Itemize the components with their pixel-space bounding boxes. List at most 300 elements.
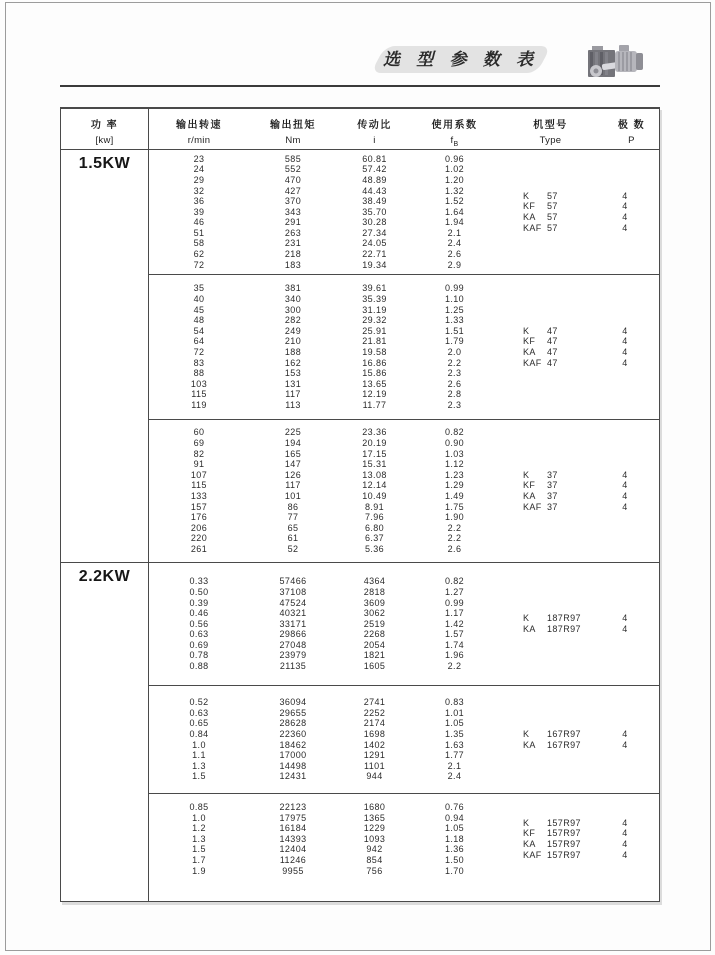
service-factor-value: 0.82 — [444, 427, 465, 438]
selection-table — [60, 107, 660, 902]
model-row — [523, 491, 657, 502]
output-torque-value: 40321 — [279, 608, 307, 619]
output-speed-value: 51 — [193, 227, 205, 238]
output-speed-value: 0.88 — [189, 661, 209, 672]
output-speed-value: 107 — [190, 469, 208, 480]
model-prefix: K — [523, 469, 530, 480]
block-rows — [149, 283, 659, 410]
output-speed-value: 115 — [191, 389, 207, 400]
output-speed-value: 72 — [193, 259, 205, 270]
output-speed-value: 32 — [193, 185, 205, 196]
output-torque-value: 585 — [284, 153, 302, 164]
block-rows — [149, 427, 659, 554]
output-speed-value: 220 — [190, 533, 208, 544]
column-header-model-type: 机型号 Type — [533, 120, 568, 146]
service-factor-value: 1.33 — [444, 315, 465, 326]
ratio-value: 10.49 — [362, 491, 387, 501]
output-speed-value: 54 — [193, 325, 205, 336]
output-torque-value: 33171 — [279, 618, 307, 629]
power-label: 1.5KW — [78, 155, 131, 172]
output-torque-value: 249 — [284, 325, 302, 336]
model-prefix: KF — [523, 336, 536, 347]
ratio-value: 756 — [366, 865, 383, 876]
output-torque-value: 126 — [284, 469, 302, 480]
service-factor-value: 1.49 — [444, 491, 465, 501]
power-label: 2.2KW — [78, 568, 131, 585]
pole-count: 4 — [622, 501, 628, 512]
model-code: 57 — [547, 201, 558, 212]
ratio-value: 31.19 — [362, 304, 387, 315]
output-speed-value: 0.39 — [189, 597, 209, 608]
header-rule — [60, 85, 660, 87]
output-torque-value: 22123 — [279, 802, 307, 812]
service-factor-value: 1.23 — [444, 469, 465, 480]
model-list — [497, 697, 657, 782]
output-speed-value: 0.56 — [189, 618, 209, 629]
model-row — [523, 818, 657, 829]
service-factor-value: 2.4 — [447, 771, 462, 782]
service-factor-value: 1.17 — [444, 608, 465, 619]
output-speed-value: 1.5 — [192, 844, 206, 855]
model-row — [523, 326, 657, 337]
model-code: 187R97 — [547, 624, 581, 634]
output-speed-value: 0.69 — [189, 639, 209, 650]
output-torque-value: 263 — [284, 227, 302, 238]
model-prefix: K — [523, 325, 530, 336]
output-speed-value: 69 — [193, 438, 205, 449]
service-factor-value: 2.2 — [447, 533, 462, 544]
block-rows — [149, 576, 659, 671]
output-speed-value: 1.1 — [192, 750, 206, 761]
ratio-value: 22.71 — [362, 249, 387, 260]
ratio-value: 854 — [366, 854, 383, 865]
pole-count: 4 — [622, 728, 628, 739]
model-row — [523, 502, 657, 513]
output-speed-value: 60 — [193, 427, 205, 438]
gear-motor-image — [586, 42, 648, 82]
output-torque-value: 427 — [284, 185, 302, 196]
output-torque-value: 23979 — [279, 650, 307, 661]
model-prefix: K — [523, 613, 530, 624]
output-speed-value: 64 — [193, 336, 205, 347]
ratio-value: 944 — [366, 771, 383, 782]
output-speed-value: 157 — [190, 501, 208, 512]
pole-count: 4 — [622, 739, 628, 750]
service-factor-value: 1.77 — [444, 750, 465, 761]
output-speed-value: 35 — [193, 283, 205, 294]
service-factor-value: 1.74 — [444, 639, 465, 650]
output-torque-value: 18462 — [279, 739, 307, 750]
column-header-output-torque: 输出扭矩 Nm — [270, 120, 316, 146]
output-torque-value: 47524 — [279, 597, 307, 608]
output-torque-value: 188 — [284, 347, 302, 357]
output-torque-value: 14393 — [279, 833, 307, 844]
output-torque-value: 27048 — [279, 639, 307, 650]
model-code: 47 — [547, 357, 558, 368]
ratio-value: 1291 — [363, 750, 386, 761]
output-torque-value: 12404 — [279, 844, 307, 855]
model-prefix: KF — [523, 480, 536, 491]
model-list — [497, 427, 657, 554]
output-torque-value: 381 — [284, 283, 302, 294]
ratio-value: 44.43 — [362, 185, 387, 196]
ratio-block — [149, 150, 659, 274]
output-torque-value: 117 — [285, 389, 301, 400]
model-code: 47 — [547, 347, 558, 357]
block-rows — [149, 697, 659, 782]
output-speed-value: 91 — [193, 459, 205, 470]
output-torque-value: 22360 — [279, 728, 307, 739]
output-speed-value: 206 — [190, 522, 208, 533]
pole-count: 4 — [622, 469, 628, 480]
model-row — [523, 613, 657, 624]
pole-count: 4 — [622, 817, 628, 828]
service-factor-value: 1.10 — [444, 294, 465, 305]
service-factor-value: 0.99 — [444, 283, 465, 294]
pole-count: 4 — [622, 347, 628, 357]
output-torque-value: 552 — [284, 164, 302, 175]
output-speed-value: 46 — [193, 217, 205, 228]
pole-count: 4 — [622, 839, 628, 850]
output-torque-value: 29866 — [279, 629, 307, 640]
output-speed-value: 0.78 — [189, 650, 209, 661]
output-speed-value: 39 — [193, 206, 205, 217]
ratio-value: 3062 — [363, 608, 386, 619]
ratio-value: 17.15 — [362, 448, 387, 459]
model-list — [497, 283, 657, 410]
group-content — [149, 563, 659, 901]
service-factor-value: 0.90 — [444, 438, 465, 449]
model-prefix: KA — [523, 839, 536, 850]
output-speed-value: 1.5 — [192, 771, 206, 782]
ratio-value: 30.28 — [362, 217, 387, 228]
service-factor-value: 1.02 — [444, 164, 465, 175]
output-torque-value: 61 — [287, 533, 299, 544]
output-torque-value: 117 — [285, 480, 301, 491]
output-speed-value: 82 — [193, 448, 205, 459]
ratio-value: 19.34 — [362, 259, 387, 270]
ratio-value: 2268 — [363, 629, 386, 640]
model-row — [523, 191, 657, 202]
model-prefix: K — [523, 817, 530, 828]
output-torque-value: 86 — [287, 501, 299, 512]
service-factor-value: 0.76 — [444, 802, 465, 812]
ratio-value: 35.39 — [362, 294, 387, 305]
output-speed-value: 0.63 — [189, 707, 209, 718]
output-speed-value: 40 — [193, 294, 205, 305]
ratio-value: 29.32 — [362, 315, 387, 326]
output-speed-value: 48 — [193, 315, 205, 326]
output-torque-value: 282 — [284, 315, 302, 326]
service-factor-value: 1.75 — [444, 501, 465, 512]
ratio-value: 35.70 — [362, 206, 387, 217]
page-title: 选 型 参 数 表 — [383, 50, 539, 69]
output-torque-value: 218 — [284, 249, 302, 260]
output-torque-value: 16184 — [279, 823, 307, 834]
output-speed-value: 88 — [193, 368, 205, 379]
output-torque-value: 291 — [284, 217, 302, 228]
ratio-value: 23.36 — [362, 427, 387, 438]
output-speed-value: 45 — [193, 304, 205, 315]
ratio-block — [149, 563, 659, 685]
pole-count: 4 — [622, 212, 628, 222]
ratio-value: 13.65 — [362, 378, 387, 389]
service-factor-value: 2.0 — [447, 347, 462, 357]
service-factor-value: 2.9 — [447, 259, 462, 270]
output-torque-value: 29655 — [279, 707, 307, 718]
service-factor-value: 1.52 — [444, 196, 465, 207]
ratio-value: 3609 — [363, 597, 386, 608]
ratio-value: 7.96 — [364, 512, 385, 523]
output-torque-value: 101 — [284, 491, 302, 501]
output-speed-value: 0.52 — [189, 697, 209, 708]
service-factor-value: 1.18 — [444, 833, 465, 844]
ratio-value: 1821 — [363, 650, 386, 661]
model-prefix: KAF — [523, 501, 542, 512]
model-prefix: KA — [523, 347, 536, 357]
ratio-block — [149, 274, 659, 419]
table-body — [61, 150, 659, 901]
service-factor-value: 0.94 — [444, 812, 465, 823]
model-prefix: KA — [523, 739, 536, 750]
pole-count: 4 — [622, 201, 628, 212]
output-speed-value: 103 — [190, 378, 208, 389]
model-code: 57 — [547, 212, 558, 222]
model-row — [523, 212, 657, 223]
output-speed-value: 0.65 — [189, 718, 209, 729]
output-torque-value: 225 — [284, 427, 302, 438]
output-torque-value: 57466 — [279, 576, 307, 587]
pole-count: 4 — [622, 357, 628, 368]
service-factor-value: 2.6 — [447, 543, 462, 554]
ratio-value: 1605 — [363, 661, 386, 672]
output-torque-value: 37108 — [279, 586, 307, 597]
model-code: 37 — [547, 501, 558, 512]
ratio-value: 25.91 — [362, 325, 387, 336]
ratio-value: 38.49 — [362, 196, 387, 207]
ratio-value: 1229 — [363, 823, 386, 834]
output-speed-value: 176 — [190, 512, 208, 523]
service-factor-value: 1.70 — [444, 865, 465, 876]
model-row — [523, 828, 657, 839]
output-torque-value: 9955 — [282, 865, 304, 876]
service-factor-value: 2.2 — [447, 661, 462, 672]
service-factor-value: 0.83 — [444, 697, 465, 708]
model-row — [523, 729, 657, 740]
model-code: 37 — [547, 469, 558, 480]
service-factor-value: 1.50 — [444, 854, 465, 865]
output-speed-value: 23 — [193, 153, 205, 164]
model-row — [523, 336, 657, 347]
column-header-ratio: 传动比 i — [357, 120, 392, 146]
block-rows — [149, 154, 659, 271]
service-factor-value: 0.82 — [444, 576, 465, 587]
ratio-value: 60.81 — [362, 153, 387, 164]
service-factor-value: 1.29 — [444, 480, 465, 491]
ratio-value: 20.19 — [362, 438, 387, 449]
table-header-row — [61, 109, 659, 150]
output-torque-value: 470 — [284, 174, 302, 185]
service-factor-value: 1.57 — [444, 629, 465, 640]
service-factor-value: 1.27 — [444, 586, 465, 597]
output-speed-value: 83 — [193, 357, 205, 368]
model-list — [497, 154, 657, 271]
output-torque-value: 21135 — [279, 661, 307, 672]
pole-count: 4 — [622, 190, 628, 201]
model-prefix: KAF — [523, 222, 542, 233]
service-factor-value: 1.35 — [444, 728, 465, 739]
output-speed-value: 62 — [193, 249, 205, 260]
output-torque-value: 343 — [284, 206, 302, 217]
service-factor-value: 1.32 — [444, 185, 465, 196]
service-factor-value: 1.51 — [444, 325, 465, 336]
output-torque-value: 153 — [284, 368, 302, 379]
column-header-service-factor: 使用系数 $f_B$ — [431, 120, 478, 148]
ratio-value: 2054 — [363, 639, 386, 650]
power-group — [61, 562, 659, 901]
service-factor-value: 1.94 — [444, 217, 465, 228]
model-row — [523, 480, 657, 491]
output-speed-value: 0.33 — [189, 576, 209, 587]
power-group — [61, 150, 659, 562]
output-speed-value: 1.0 — [192, 812, 206, 823]
ratio-value: 6.80 — [364, 522, 385, 533]
ratio-value: 8.91 — [364, 501, 385, 512]
ratio-block — [149, 685, 659, 793]
service-factor-value: 1.63 — [444, 739, 465, 750]
ratio-value: 2741 — [363, 697, 386, 708]
model-row — [523, 223, 657, 234]
ratio-block — [149, 419, 659, 562]
ratio-value: 19.58 — [362, 347, 387, 357]
ratio-value: 11.77 — [362, 399, 387, 410]
pole-count: 4 — [622, 480, 628, 491]
service-factor-value: 1.01 — [444, 707, 465, 718]
ratio-value: 2252 — [363, 707, 386, 718]
output-torque-value: 77 — [287, 512, 299, 523]
output-torque-value: 14498 — [279, 760, 307, 771]
ratio-value: 2519 — [363, 618, 386, 629]
ratio-value: 57.42 — [362, 164, 387, 175]
output-torque-value: 340 — [284, 294, 302, 305]
service-factor-value: 1.20 — [444, 174, 465, 185]
gear-motor-icon — [586, 42, 648, 82]
output-torque-value: 17000 — [279, 750, 307, 761]
output-torque-value: 370 — [284, 196, 302, 207]
model-code: 37 — [547, 491, 558, 501]
model-prefix: KA — [523, 491, 536, 501]
output-torque-value: 11246 — [279, 854, 307, 865]
model-code: 167R97 — [547, 728, 581, 739]
output-speed-value: 1.0 — [192, 739, 206, 750]
output-speed-value: 1.3 — [192, 833, 206, 844]
service-factor-value: 1.96 — [444, 650, 465, 661]
ratio-value: 39.61 — [362, 283, 387, 294]
model-row — [523, 839, 657, 850]
service-factor-value: 2.3 — [447, 368, 462, 379]
ratio-value: 6.37 — [364, 533, 385, 544]
ratio-value: 15.31 — [362, 459, 387, 470]
output-speed-value: 58 — [193, 238, 205, 249]
service-factor-value: 2.6 — [447, 378, 462, 389]
ratio-value: 1698 — [363, 728, 386, 739]
model-prefix: KF — [523, 828, 536, 839]
group-content — [149, 150, 659, 562]
model-code: 157R97 — [547, 849, 581, 860]
model-code: 167R97 — [547, 739, 581, 750]
model-prefix: KAF — [523, 357, 542, 368]
model-row — [523, 850, 657, 861]
ratio-value: 2818 — [363, 586, 386, 597]
service-factor-value: 0.99 — [444, 597, 465, 608]
service-factor-value: 2.3 — [447, 399, 462, 410]
output-speed-value: 1.7 — [192, 854, 206, 865]
service-factor-value: 2.4 — [447, 238, 462, 249]
service-factor-value: 2.6 — [447, 249, 462, 260]
output-torque-value: 131 — [284, 378, 302, 389]
output-speed-value: 29 — [193, 174, 205, 185]
output-speed-value: 1.9 — [192, 865, 206, 876]
model-code: 57 — [547, 222, 558, 233]
service-factor-value: 1.05 — [444, 823, 465, 834]
model-row — [523, 201, 657, 212]
ratio-value: 2174 — [363, 718, 386, 729]
service-factor-value: 1.42 — [444, 618, 465, 629]
column-header-power: 功 率 [kw] — [61, 109, 149, 149]
output-torque-value: 194 — [284, 438, 302, 449]
service-factor-value: 2.1 — [447, 227, 462, 238]
model-row — [523, 347, 657, 358]
model-prefix: K — [523, 190, 530, 201]
output-torque-value: 183 — [284, 259, 302, 270]
service-factor-value: 0.96 — [444, 153, 465, 164]
power-cell — [61, 563, 149, 901]
ratio-value: 27.34 — [362, 227, 387, 238]
block-rows — [149, 802, 659, 876]
pole-count: 4 — [622, 325, 628, 336]
ratio-value: 21.81 — [362, 336, 387, 347]
output-torque-value: 17975 — [279, 812, 307, 823]
pole-count: 4 — [622, 624, 628, 634]
ratio-value: 1093 — [363, 833, 386, 844]
output-torque-value: 12431 — [279, 771, 307, 782]
column-header-output-speed: 输出转速 r/min — [176, 120, 222, 146]
column-header-poles: 极 数 P — [617, 120, 646, 146]
model-code: 187R97 — [547, 613, 581, 624]
ratio-value: 12.14 — [362, 480, 387, 491]
output-torque-value: 147 — [284, 459, 302, 470]
ratio-value: 1402 — [363, 739, 386, 750]
output-speed-value: 0.85 — [189, 802, 209, 812]
pole-count: 4 — [622, 222, 628, 233]
model-code: 157R97 — [547, 839, 581, 850]
ratio-value: 4364 — [363, 576, 386, 587]
model-row — [523, 740, 657, 751]
model-code: 57 — [547, 190, 558, 201]
model-row — [523, 470, 657, 481]
output-torque-value: 65 — [287, 522, 299, 533]
service-factor-value: 1.90 — [444, 512, 465, 523]
output-torque-value: 36094 — [279, 697, 307, 708]
model-code: 47 — [547, 325, 558, 336]
ratio-value: 24.05 — [362, 238, 387, 249]
output-speed-value: 0.63 — [189, 629, 209, 640]
output-speed-value: 1.3 — [192, 760, 206, 771]
service-factor-value: 1.64 — [444, 206, 465, 217]
ratio-value: 942 — [366, 844, 383, 855]
model-row — [523, 624, 657, 635]
service-factor-value: 1.79 — [444, 336, 465, 347]
